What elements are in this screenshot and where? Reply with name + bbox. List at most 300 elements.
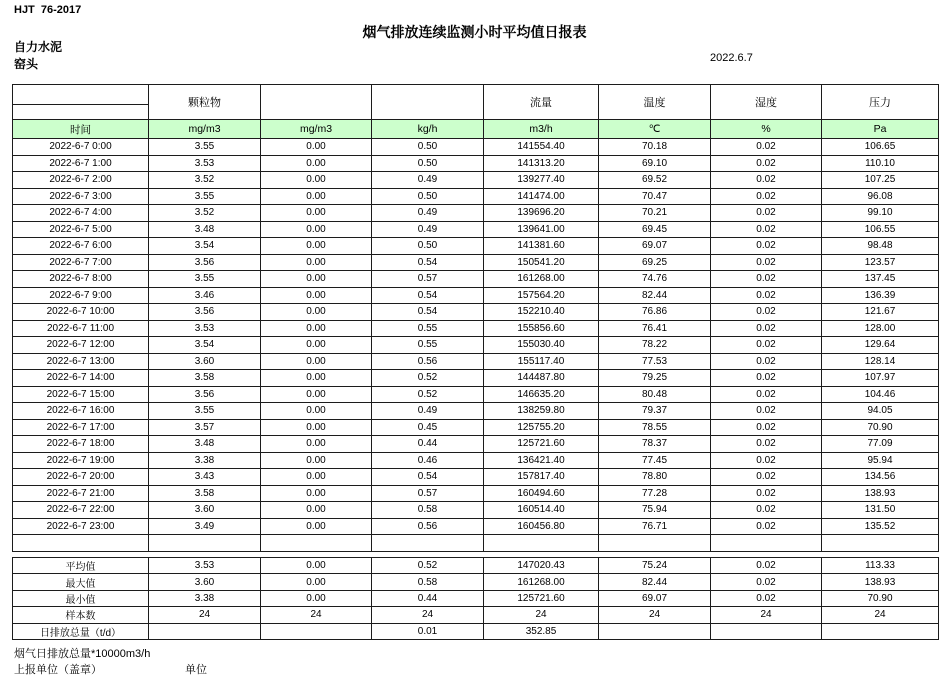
time-cell: 2022-6-7 3:00 <box>13 188 149 205</box>
table-row <box>13 452 939 469</box>
table-row <box>13 469 939 486</box>
mgm3-cell: 0.00 <box>261 337 372 354</box>
flow-cell: 150541.20 <box>484 254 599 271</box>
flow-cell: 141474.00 <box>484 188 599 205</box>
flow-cell: 144487.80 <box>484 370 599 387</box>
table-row <box>13 419 939 436</box>
flow-cell: 155030.40 <box>484 337 599 354</box>
time-cell: 2022-6-7 17:00 <box>13 419 149 436</box>
kgh-cell: 0.54 <box>372 287 484 304</box>
humidity-cell: 24 <box>711 607 822 623</box>
humidity-cell: 0.02 <box>711 452 822 469</box>
time-cell: 2022-6-7 1:00 <box>13 155 149 172</box>
humidity-cell: 0.02 <box>711 469 822 486</box>
temperature-cell: 77.53 <box>599 353 711 370</box>
humidity-cell: 0.02 <box>711 139 822 156</box>
kgh-cell: 0.56 <box>372 353 484 370</box>
unit-pa: Pa <box>822 120 939 139</box>
kgh-cell: 0.52 <box>372 386 484 403</box>
table-row <box>13 304 939 321</box>
flow-cell: 152210.40 <box>484 304 599 321</box>
kgh-cell: 24 <box>372 607 484 623</box>
particulate-mgm3-cell: 3.49 <box>149 518 261 535</box>
temperature-cell: 79.37 <box>599 403 711 420</box>
unit-celsius: ℃ <box>599 120 711 139</box>
humidity-cell: 0.02 <box>711 205 822 222</box>
mgm3-cell: 0.00 <box>261 590 372 606</box>
humidity-cell: 0.02 <box>711 304 822 321</box>
humidity-cell: 0.02 <box>711 590 822 606</box>
time-cell: 2022-6-7 20:00 <box>13 469 149 486</box>
flow-cell: 141381.60 <box>484 238 599 255</box>
table-row <box>13 205 939 222</box>
flow-cell: 146635.20 <box>484 386 599 403</box>
flow-cell <box>484 535 599 552</box>
temperature-cell: 69.25 <box>599 254 711 271</box>
pressure-cell: 106.65 <box>822 139 939 156</box>
pressure-cell: 128.00 <box>822 320 939 337</box>
particulate-mgm3-cell: 3.54 <box>149 337 261 354</box>
mgm3-cell <box>261 623 372 639</box>
humidity-cell: 0.02 <box>711 386 822 403</box>
pressure-cell: 123.57 <box>822 254 939 271</box>
pressure-cell: 99.10 <box>822 205 939 222</box>
temperature-cell: 69.45 <box>599 221 711 238</box>
table-row <box>13 172 939 189</box>
unit-label: 单位 <box>185 664 207 676</box>
humidity-cell <box>711 535 822 552</box>
mgm3-cell: 0.00 <box>261 320 372 337</box>
pressure-cell: 134.56 <box>822 469 939 486</box>
kgh-cell: 0.58 <box>372 574 484 590</box>
table-row <box>13 287 939 304</box>
pressure-cell <box>822 535 939 552</box>
pressure-cell: 96.08 <box>822 188 939 205</box>
flow-cell: 352.85 <box>484 623 599 639</box>
kgh-cell <box>372 535 484 552</box>
pressure-cell: 95.94 <box>822 452 939 469</box>
particulate-mgm3-cell: 3.53 <box>149 558 261 574</box>
flow-cell: 138259.80 <box>484 403 599 420</box>
table-row <box>13 320 939 337</box>
particulate-mgm3-cell: 3.53 <box>149 155 261 172</box>
flow-cell: 139277.40 <box>484 172 599 189</box>
mgm3-cell: 0.00 <box>261 558 372 574</box>
humidity-cell: 0.02 <box>711 221 822 238</box>
time-cell: 2022-6-7 15:00 <box>13 386 149 403</box>
temperature-cell: 76.71 <box>599 518 711 535</box>
humidity-cell: 0.02 <box>711 419 822 436</box>
flow-cell: 161268.00 <box>484 271 599 288</box>
table-row <box>13 353 939 370</box>
temperature-cell: 24 <box>599 607 711 623</box>
temperature-cell: 76.86 <box>599 304 711 321</box>
column-header-temperature: 温度 <box>599 85 711 120</box>
particulate-mgm3-cell: 3.48 <box>149 436 261 453</box>
table-row <box>13 403 939 420</box>
unit-percent: % <box>711 120 822 139</box>
kgh-cell: 0.45 <box>372 419 484 436</box>
mgm3-cell: 0.00 <box>261 469 372 486</box>
table-row <box>13 155 939 172</box>
pressure-cell: 77.09 <box>822 436 939 453</box>
temperature-cell: 69.07 <box>599 238 711 255</box>
table-row <box>13 574 939 590</box>
kgh-cell: 0.52 <box>372 370 484 387</box>
particulate-mgm3-cell: 3.46 <box>149 287 261 304</box>
unit-mgm3-1: mg/m3 <box>149 120 261 139</box>
pressure-cell: 110.10 <box>822 155 939 172</box>
humidity-cell <box>711 623 822 639</box>
unit-header-row <box>13 120 939 139</box>
temperature-cell: 77.28 <box>599 485 711 502</box>
kgh-cell: 0.56 <box>372 518 484 535</box>
kgh-cell: 0.52 <box>372 558 484 574</box>
mgm3-cell: 0.00 <box>261 502 372 519</box>
group-header-row <box>13 85 939 105</box>
company-name: 自力水泥 <box>14 40 63 54</box>
summary-label-cell: 最小值 <box>13 590 149 606</box>
corner-cell-bottom <box>13 105 149 120</box>
particulate-mgm3-cell: 3.56 <box>149 386 261 403</box>
kgh-cell: 0.57 <box>372 271 484 288</box>
column-header-pressure: 压力 <box>822 85 939 120</box>
particulate-mgm3-cell: 3.38 <box>149 452 261 469</box>
kgh-cell: 0.46 <box>372 452 484 469</box>
temperature-cell: 74.76 <box>599 271 711 288</box>
time-cell: 2022-6-7 22:00 <box>13 502 149 519</box>
flow-cell: 157817.40 <box>484 469 599 486</box>
pressure-cell: 138.93 <box>822 574 939 590</box>
time-cell: 2022-6-7 9:00 <box>13 287 149 304</box>
pressure-cell: 131.50 <box>822 502 939 519</box>
flow-cell: 160456.80 <box>484 518 599 535</box>
kgh-cell: 0.44 <box>372 590 484 606</box>
humidity-cell: 0.02 <box>711 558 822 574</box>
summary-table <box>12 557 939 640</box>
humidity-cell: 0.02 <box>711 155 822 172</box>
pressure-cell: 106.55 <box>822 221 939 238</box>
table-row <box>13 623 939 639</box>
kgh-cell: 0.49 <box>372 205 484 222</box>
particulate-mgm3-cell: 3.56 <box>149 254 261 271</box>
temperature-cell: 69.07 <box>599 590 711 606</box>
flow-cell: 161268.00 <box>484 574 599 590</box>
flow-cell: 160494.60 <box>484 485 599 502</box>
pressure-cell: 121.67 <box>822 304 939 321</box>
time-cell: 2022-6-7 12:00 <box>13 337 149 354</box>
table-row <box>13 271 939 288</box>
particulate-mgm3-cell <box>149 535 261 552</box>
time-cell <box>13 535 149 552</box>
time-header: 时间 <box>13 120 149 139</box>
particulate-mgm3-cell: 3.60 <box>149 502 261 519</box>
summary-label-cell: 平均值 <box>13 558 149 574</box>
unit-kgh: kg/h <box>372 120 484 139</box>
time-cell: 2022-6-7 10:00 <box>13 304 149 321</box>
flow-cell: 125755.20 <box>484 419 599 436</box>
pressure-cell: 137.45 <box>822 271 939 288</box>
humidity-cell: 0.02 <box>711 370 822 387</box>
particulate-mgm3-cell: 3.54 <box>149 238 261 255</box>
column-header-humidity: 湿度 <box>711 85 822 120</box>
humidity-cell: 0.02 <box>711 271 822 288</box>
humidity-cell: 0.02 <box>711 238 822 255</box>
table-row <box>13 485 939 502</box>
particulate-mgm3-cell: 3.58 <box>149 370 261 387</box>
time-cell: 2022-6-7 19:00 <box>13 452 149 469</box>
kgh-cell: 0.54 <box>372 469 484 486</box>
column-header-flow: 流量 <box>484 85 599 120</box>
time-cell: 2022-6-7 16:00 <box>13 403 149 420</box>
flow-cell: 24 <box>484 607 599 623</box>
summary-label-cell: 样本数 <box>13 607 149 623</box>
temperature-cell: 70.47 <box>599 188 711 205</box>
table-row <box>13 558 939 574</box>
mgm3-cell: 0.00 <box>261 353 372 370</box>
daily-flow-note: 烟气日排放总量*10000m3/h <box>14 648 151 660</box>
pressure-cell: 24 <box>822 607 939 623</box>
humidity-cell: 0.02 <box>711 574 822 590</box>
humidity-cell: 0.02 <box>711 518 822 535</box>
humidity-cell: 0.02 <box>711 172 822 189</box>
temperature-cell: 75.24 <box>599 558 711 574</box>
mgm3-cell: 0.00 <box>261 254 372 271</box>
kgh-cell: 0.49 <box>372 403 484 420</box>
pressure-cell: 113.33 <box>822 558 939 574</box>
pressure-cell: 107.97 <box>822 370 939 387</box>
flow-cell: 125721.60 <box>484 590 599 606</box>
kgh-cell: 0.50 <box>372 238 484 255</box>
table-row <box>13 188 939 205</box>
table-row <box>13 337 939 354</box>
particulate-mgm3-cell: 3.55 <box>149 139 261 156</box>
kgh-cell: 0.58 <box>372 502 484 519</box>
table-row <box>13 370 939 387</box>
mgm3-cell: 0.00 <box>261 155 372 172</box>
mgm3-cell: 0.00 <box>261 238 372 255</box>
mgm3-cell: 0.00 <box>261 419 372 436</box>
mgm3-cell: 0.00 <box>261 139 372 156</box>
table-row <box>13 436 939 453</box>
pressure-cell: 70.90 <box>822 419 939 436</box>
flow-cell: 160514.40 <box>484 502 599 519</box>
particulate-mgm3-cell: 3.48 <box>149 221 261 238</box>
flow-cell: 136421.40 <box>484 452 599 469</box>
flow-cell: 157564.20 <box>484 287 599 304</box>
particulate-mgm3-cell: 3.55 <box>149 403 261 420</box>
pressure-cell: 104.46 <box>822 386 939 403</box>
time-cell: 2022-6-7 2:00 <box>13 172 149 189</box>
temperature-cell: 79.25 <box>599 370 711 387</box>
flow-cell: 139641.00 <box>484 221 599 238</box>
flow-cell: 147020.43 <box>484 558 599 574</box>
pressure-cell: 94.05 <box>822 403 939 420</box>
temperature-cell: 78.22 <box>599 337 711 354</box>
summary-label-cell: 最大值 <box>13 574 149 590</box>
particulate-mgm3-cell: 3.38 <box>149 590 261 606</box>
humidity-cell: 0.02 <box>711 188 822 205</box>
particulate-mgm3-cell: 3.55 <box>149 271 261 288</box>
kgh-cell: 0.57 <box>372 485 484 502</box>
pressure-cell: 70.90 <box>822 590 939 606</box>
particulate-mgm3-cell: 3.55 <box>149 188 261 205</box>
temperature-cell: 78.55 <box>599 419 711 436</box>
mgm3-cell: 0.00 <box>261 188 372 205</box>
empty-row <box>13 535 939 552</box>
table-row <box>13 221 939 238</box>
summary-tbody <box>13 558 939 640</box>
particulate-mgm3-cell: 3.56 <box>149 304 261 321</box>
kgh-cell: 0.01 <box>372 623 484 639</box>
temperature-cell: 70.21 <box>599 205 711 222</box>
column-header-particulate: 颗粒物 <box>149 85 261 120</box>
flow-cell: 155856.60 <box>484 320 599 337</box>
kgh-cell: 0.49 <box>372 221 484 238</box>
report-date: 2022.6.7 <box>710 52 753 64</box>
mgm3-cell: 0.00 <box>261 221 372 238</box>
time-cell: 2022-6-7 23:00 <box>13 518 149 535</box>
pressure-cell: 135.52 <box>822 518 939 535</box>
kgh-cell: 0.55 <box>372 320 484 337</box>
mgm3-cell: 0.00 <box>261 518 372 535</box>
mgm3-cell: 0.00 <box>261 386 372 403</box>
hourly-data-table <box>12 84 939 552</box>
pressure-cell: 107.25 <box>822 172 939 189</box>
pressure-cell: 138.93 <box>822 485 939 502</box>
monitoring-point-name: 窑头 <box>14 57 39 71</box>
table-row <box>13 386 939 403</box>
time-cell: 2022-6-7 11:00 <box>13 320 149 337</box>
kgh-cell: 0.54 <box>372 254 484 271</box>
temperature-cell: 77.45 <box>599 452 711 469</box>
particulate-mgm3-cell: 3.60 <box>149 353 261 370</box>
humidity-cell: 0.02 <box>711 254 822 271</box>
summary-label-cell: 日排放总量（t/d） <box>13 623 149 639</box>
standard-code: HJT 76-2017 <box>14 4 82 16</box>
humidity-cell: 0.02 <box>711 436 822 453</box>
mgm3-cell <box>261 535 372 552</box>
temperature-cell: 69.10 <box>599 155 711 172</box>
mgm3-cell: 0.00 <box>261 370 372 387</box>
temperature-cell: 78.80 <box>599 469 711 486</box>
table-row <box>13 518 939 535</box>
pressure-cell: 136.39 <box>822 287 939 304</box>
temperature-cell: 82.44 <box>599 574 711 590</box>
mgm3-cell: 0.00 <box>261 271 372 288</box>
time-cell: 2022-6-7 4:00 <box>13 205 149 222</box>
table-row <box>13 238 939 255</box>
particulate-mgm3-cell: 3.43 <box>149 469 261 486</box>
mgm3-cell: 0.00 <box>261 485 372 502</box>
pressure-cell <box>822 623 939 639</box>
time-cell: 2022-6-7 8:00 <box>13 271 149 288</box>
mgm3-cell: 24 <box>261 607 372 623</box>
kgh-cell: 0.50 <box>372 139 484 156</box>
humidity-cell: 0.02 <box>711 337 822 354</box>
time-cell: 2022-6-7 13:00 <box>13 353 149 370</box>
table-row <box>13 607 939 623</box>
mgm3-cell: 0.00 <box>261 205 372 222</box>
humidity-cell: 0.02 <box>711 403 822 420</box>
pressure-cell: 129.64 <box>822 337 939 354</box>
temperature-cell: 82.44 <box>599 287 711 304</box>
column-header-blank-2 <box>372 85 484 120</box>
time-cell: 2022-6-7 6:00 <box>13 238 149 255</box>
humidity-cell: 0.02 <box>711 485 822 502</box>
humidity-cell: 0.02 <box>711 287 822 304</box>
temperature-cell <box>599 623 711 639</box>
table-row <box>13 590 939 606</box>
mgm3-cell: 0.00 <box>261 304 372 321</box>
temperature-cell: 75.94 <box>599 502 711 519</box>
particulate-mgm3-cell: 3.52 <box>149 205 261 222</box>
time-cell: 2022-6-7 7:00 <box>13 254 149 271</box>
pressure-cell: 98.48 <box>822 238 939 255</box>
unit-m3h: m3/h <box>484 120 599 139</box>
particulate-mgm3-cell: 3.52 <box>149 172 261 189</box>
flow-cell: 139696.20 <box>484 205 599 222</box>
mgm3-cell: 0.00 <box>261 452 372 469</box>
table-row <box>13 139 939 156</box>
mgm3-cell: 0.00 <box>261 574 372 590</box>
temperature-cell: 70.18 <box>599 139 711 156</box>
reporting-unit-label: 上报单位（盖章） <box>14 664 102 676</box>
humidity-cell: 0.02 <box>711 320 822 337</box>
humidity-cell: 0.02 <box>711 353 822 370</box>
flow-cell: 155117.40 <box>484 353 599 370</box>
hourly-tbody <box>13 139 939 552</box>
kgh-cell: 0.50 <box>372 155 484 172</box>
particulate-mgm3-cell: 24 <box>149 607 261 623</box>
mgm3-cell: 0.00 <box>261 436 372 453</box>
kgh-cell: 0.55 <box>372 337 484 354</box>
particulate-mgm3-cell: 3.57 <box>149 419 261 436</box>
time-cell: 2022-6-7 5:00 <box>13 221 149 238</box>
particulate-mgm3-cell: 3.58 <box>149 485 261 502</box>
corner-cell-top <box>13 85 149 105</box>
temperature-cell: 78.37 <box>599 436 711 453</box>
flow-cell: 141554.40 <box>484 139 599 156</box>
mgm3-cell: 0.00 <box>261 172 372 189</box>
kgh-cell: 0.54 <box>372 304 484 321</box>
humidity-cell: 0.02 <box>711 502 822 519</box>
particulate-mgm3-cell <box>149 623 261 639</box>
particulate-mgm3-cell: 3.53 <box>149 320 261 337</box>
table-row <box>13 502 939 519</box>
table-row <box>13 254 939 271</box>
temperature-cell <box>599 535 711 552</box>
flow-cell: 125721.60 <box>484 436 599 453</box>
pressure-cell: 128.14 <box>822 353 939 370</box>
mgm3-cell: 0.00 <box>261 287 372 304</box>
time-cell: 2022-6-7 21:00 <box>13 485 149 502</box>
time-cell: 2022-6-7 14:00 <box>13 370 149 387</box>
particulate-mgm3-cell: 3.60 <box>149 574 261 590</box>
temperature-cell: 76.41 <box>599 320 711 337</box>
temperature-cell: 80.48 <box>599 386 711 403</box>
time-cell: 2022-6-7 18:00 <box>13 436 149 453</box>
mgm3-cell: 0.00 <box>261 403 372 420</box>
unit-mgm3-2: mg/m3 <box>261 120 372 139</box>
flow-cell: 141313.20 <box>484 155 599 172</box>
temperature-cell: 69.52 <box>599 172 711 189</box>
kgh-cell: 0.50 <box>372 188 484 205</box>
kgh-cell: 0.49 <box>372 172 484 189</box>
page-title: 烟气排放连续监测小时平均值日报表 <box>362 24 587 40</box>
column-header-blank-1 <box>261 85 372 120</box>
time-cell: 2022-6-7 0:00 <box>13 139 149 156</box>
